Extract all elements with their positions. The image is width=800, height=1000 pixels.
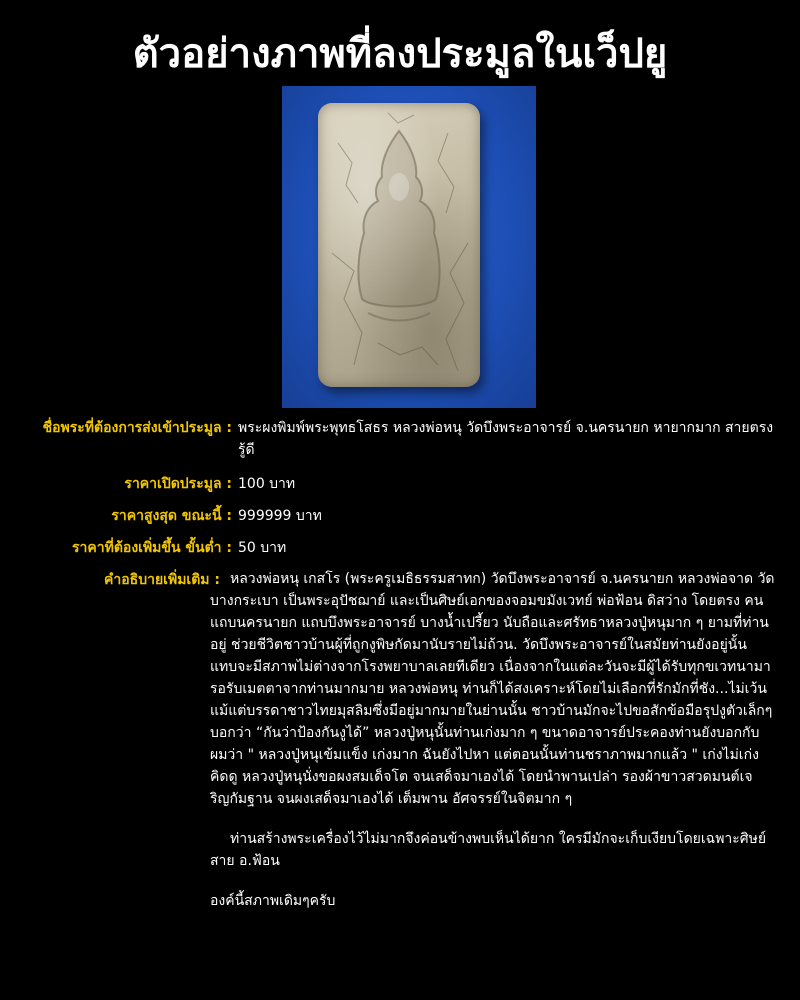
buddha-relief-icon	[318, 103, 480, 387]
description-paragraph: ท่านสร้างพระเครื่องไว้ไม่มากจึงค่อนข้างพบเห็นได้ยาก ใครมีมักจะเก็บเงียบโดยเฉพาะศิษย์สาย อ.ฟ้อน	[210, 831, 767, 869]
description-text	[210, 568, 776, 930]
min-increment-label: ราคาที่ต้องเพิ่มขึ้น ขั้นต่ำ :	[72, 540, 232, 556]
amulet-name-label: ชื่อพระที่ต้องการส่งเข้าประมูล :	[42, 420, 232, 436]
description-paragraph: องค์นี้สภาพเดิมๆครับ	[210, 893, 336, 909]
min-increment-value: 50 บาท	[238, 540, 287, 556]
description-paragraph: หลวงพ่อหนุ เกสโร (พระครูเมธิธรรมสาทก) วัดบึงพระอาจารย์ จ.นครนายก หลวงพ่อจาด วัดบางกระเบา เป็นพระอุปัชฌาย์ และเป็นศิษย์เอกของจอมขมังเวทย์ พ่อฟ้อน ดิสว่าง โดยตรง คนแถบนครนายก แถบบึงพระอาจารย์ บางน้ำเปรี้ยว นับถือและศรัทธาหลวงปู่หนุมาก ๆ ยามที่ท่านอยู่ ช่วยชีวิตชาวบ้านผู้ที่ถูกงูพิษกัดมานับรายไม่ถ้วน. วัดบึงพระอาจารย์ในสมัยท่านยังอยู่นั้น แทบจะมีสภาพไม่ต่างจากโรงพยาบาลเลยทีเดียว เนื่องจากในแต่ละวันจะมีผู้ได้รับทุกขเวทนามารอรับเมตตาจากท่านมากมาย หลวงพ่อหนุ ท่านก็ได้สงเคราะห์โดยไม่เลือกที่รักมักที่ชัง...ไม่เว้นแม้แต่บรรดาชาวไทยมุสลิมซึ่งมีอยู่มากมายในย่านนั้น ชาวบ้านมักจะไปขอสักข้อมือรุปงูตัวเล็กๆ บอกว่า “กันว่าป้องกันงูได้” หลวงปู่หนุนั้นท่านเก่งมาก ๆ ขนาดอาจารย์ประคองท่านยังบอกกับผมว่า " หลวงปู่หนุเข้มแข็ง เก่งมาก ฉันยังไปหา แต่ตอนนั้นท่านชราภาพมากแล้ว " เก่งไม่เก่ง คิดดู หลวงปู่หนุนั่งขอผงสมเด็จโต จนเสด็จมาเองได้ โดยนำพานเปล่า รองผ้าขาวสวดมนต์เจริญกัมฐาน จนผงเสด็จมาเองได้ เต็มพาน อัศจรรย์ในจิตมาก ๆ	[210, 571, 775, 807]
highest-price-label: ราคาสูงสุด ขณะนี้ :	[111, 508, 232, 524]
amulet-photo	[282, 86, 536, 408]
description-label: คำอธิบายเพิ่มเติม :	[104, 572, 220, 588]
opening-price-value: 100 บาท	[238, 476, 296, 492]
highest-price-value: 999999 บาท	[238, 508, 322, 524]
amulet-tablet-image	[318, 103, 480, 387]
amulet-name-value: พระผงพิมพ์พระพุทธโสธร หลวงพ่อหนุ วัดบึงพระอาจารย์ จ.นครนายก หายากมาก สายตรงรู้ดี	[238, 420, 774, 458]
page-title: ตัวอย่างภาพที่ลงประมูลในเว็ปยู	[132, 31, 668, 77]
opening-price-label: ราคาเปิดประมูล :	[124, 476, 232, 492]
